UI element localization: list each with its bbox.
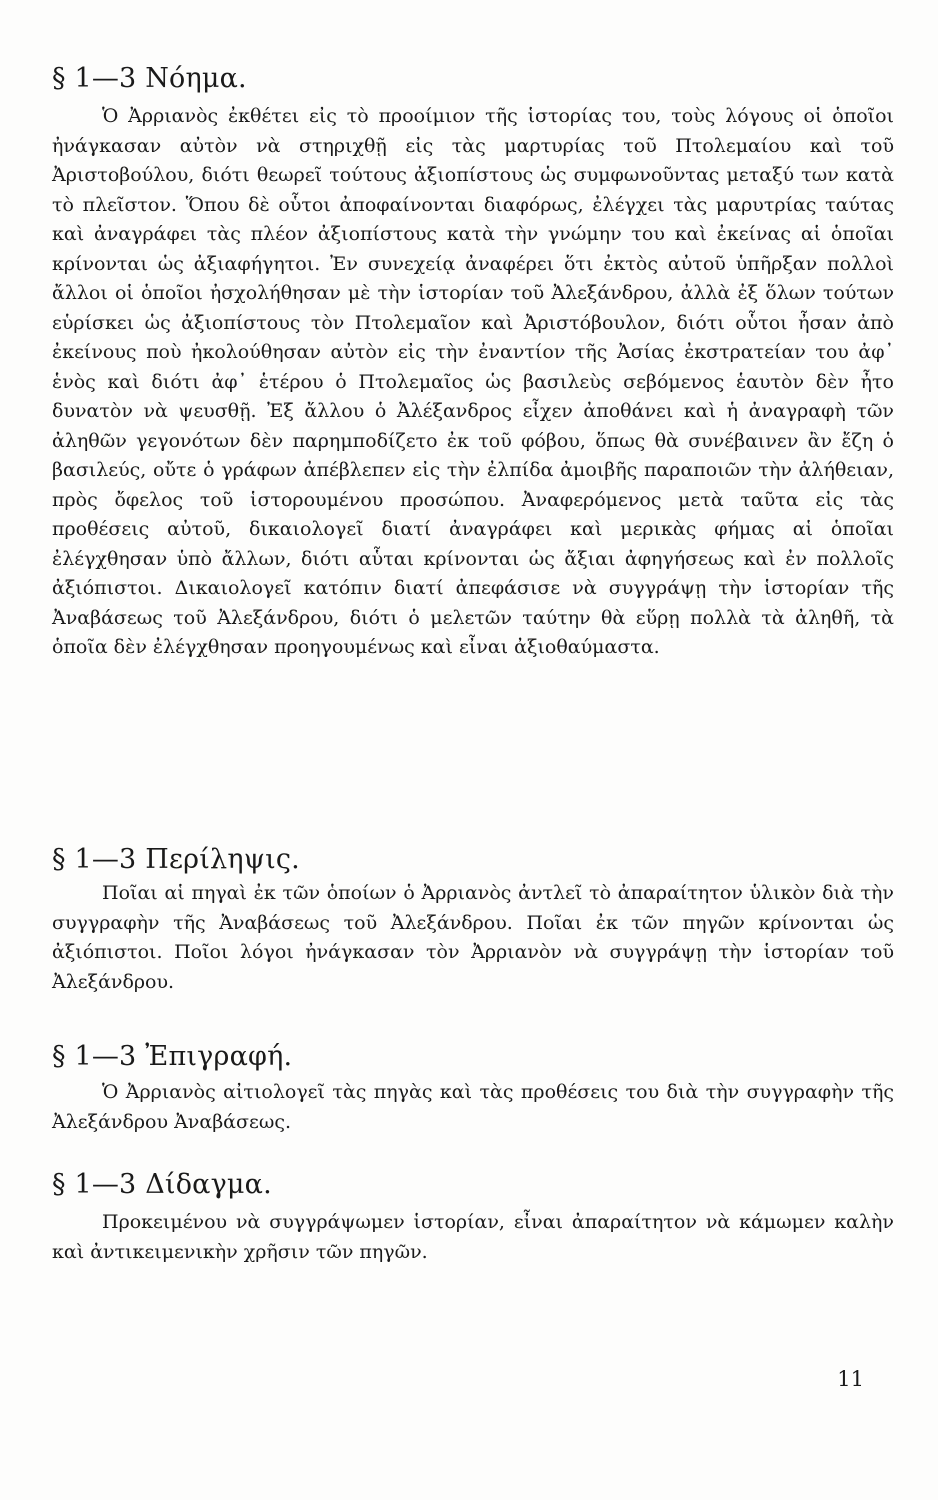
section-paragraph-epigrafi: Ὁ Ἀρριανὸς αἰτιολογεῖ τὰς πηγὰς καὶ τὰς προθέσεις του διὰ τὴν συγγραφὴν τῆς Ἀλεξάνδρου Ἀναβάσεως. bbox=[52, 1081, 894, 1133]
section-heading-epigrafi: § 1—3 Ἐπιγραφή. bbox=[52, 1041, 293, 1072]
section-paragraph-noima: Ὁ Ἀρριανὸς ἐκθέτει εἰς τὸ προοίμιον τῆς ἱστορίας του, τοὺς λόγους οἱ ὁποῖοι ἠνάγκασαν αὐτὸν νὰ στηριχθῇ εἰς τὰς μαρτυρίας τοῦ Πτολεμαίου καὶ τοῦ Ἀριστοβούλου, διότι θεωρεῖ τούτους ἀξιοπίστους ὡς συμφωνοῦντας μεταξύ των κατὰ τὸ πλεῖστον. Ὅπου δὲ οὗτοι ἀποφαίνονται διαφόρως, ἐλέγχει τὰς μαρυτρίας ταύτας καὶ ἀναγράφει τὰς πλέον ἀξιοπίστους κατὰ τὴν γνώμην του καὶ ἐκείνας αἱ ὁποῖαι κρίνονται ὡς ἀξιαφήγητοι. Ἐν συνεχείᾳ ἀναφέρει ὅτι ἐκτὸς αὐτοῦ ὑπῆρξαν πολλοὶ ἄλλοι οἱ ὁποῖοι ἠσχολήθησαν μὲ τὴν ἱστορίαν τοῦ Ἀλεξάνδρου, ἀλλὰ ἐξ ὅλων τούτων εὑρίσκει ὡς ἀξιοπίστους τὸν Πτολεμαῖον καὶ Ἀριστόβουλον, διότι οὗτοι ἦσαν ἀπὸ ἐκείνους ποὺ ἠκολούθησαν αὐτὸν εἰς τὴν ἐναντίον τῆς Ἀσίας ἐκστρατείαν του ἀφ᾽ ἑνὸς καὶ διότι ἀφ᾽ ἑτέρου ὁ Πτολεμαῖος ὡς βασιλεὺς σεβόμενος ἑαυτὸν δὲν ἦτο δυνατὸν νὰ ψευσθῇ. Ἐξ ἄλλου ὁ Ἀλέξανδρος εἶχεν ἀποθάνει καὶ ἡ ἀναγραφὴ τῶν ἀληθῶν γεγονότων δὲν παρημποδίζετο ἐκ τοῦ φόβου, ὅπως θὰ συνέβαινεν ἂν ἔζη ὁ βασιλεύς, οὔτε ὁ γράφων ἀπέβλεπεν εἰς τὴν ἐλπίδα ἀμοιβῆς παραποιῶν τὴν ἀλήθειαν, πρὸς ὄφελος τοῦ ἱστορουμένου προσώπου. Ἀναφερόμενος μετὰ ταῦτα εἰς τὰς προθέσεις αὐτοῦ, δικαιολογεῖ διατί ἀναγράφει καὶ μερικὰς φήμας αἱ ὁποῖαι ἐλέγχθησαν ὑπὸ ἄλλων, διότι αὗται κρίνονται ὡς ἄξιαι ἀφηγήσεως καὶ ἐν πολλοῖς ἀξιόπιστοι. Δικαιολογεῖ κατόπιν διατί ἀπεφάσισε νὰ συγγράψῃ τὴν ἱστορίαν τῆς Ἀναβάσεως τοῦ Ἀλεξάνδρου, διότι ὁ μελετῶν ταύτην θὰ εὕρῃ πολλὰ τὰ ἀληθῆ, τὰ ὁποῖα δὲν ἐλέγχθησαν προηγουμένως καὶ εἶναι ἀξιοθαύμαστα. bbox=[52, 105, 894, 658]
section-paragraph-perilipsis: Ποῖαι αἱ πηγαὶ ἐκ τῶν ὁποίων ὁ Ἀρριανὸς ἀντλεῖ τὸ ἀπαραίτητον ὑλικὸν διὰ τὴν συγγραφὴν τῆς Ἀναβάσεως τοῦ Ἀλεξάνδρου. Ποῖαι ἐκ τῶν πηγῶν κρίνονται ὡς ἀξιόπιστοι. Ποῖοι λόγοι ἠνάγκασαν τὸν Ἀρριανὸν νὰ συγγράψῃ τὴν ἱστορίαν τοῦ Ἀλεξάνδρου. bbox=[52, 882, 894, 993]
section-paragraph-didagma: Προκειμένου νὰ συγγράψωμεν ἱστορίαν, εἶναι ἀπαραίτητον νὰ κάμωμεν καλὴν καὶ ἀντικειμενικὴν χρῆσιν τῶν πηγῶν. bbox=[52, 1211, 894, 1263]
section-heading-perilipsis: § 1—3 Περίληψις. bbox=[52, 844, 300, 875]
section-heading-noima: § 1—3 Νόημα. bbox=[52, 63, 247, 94]
page-number: 11 bbox=[837, 1367, 864, 1391]
section-heading-didagma: § 1—3 Δίδαγμα. bbox=[52, 1169, 272, 1200]
